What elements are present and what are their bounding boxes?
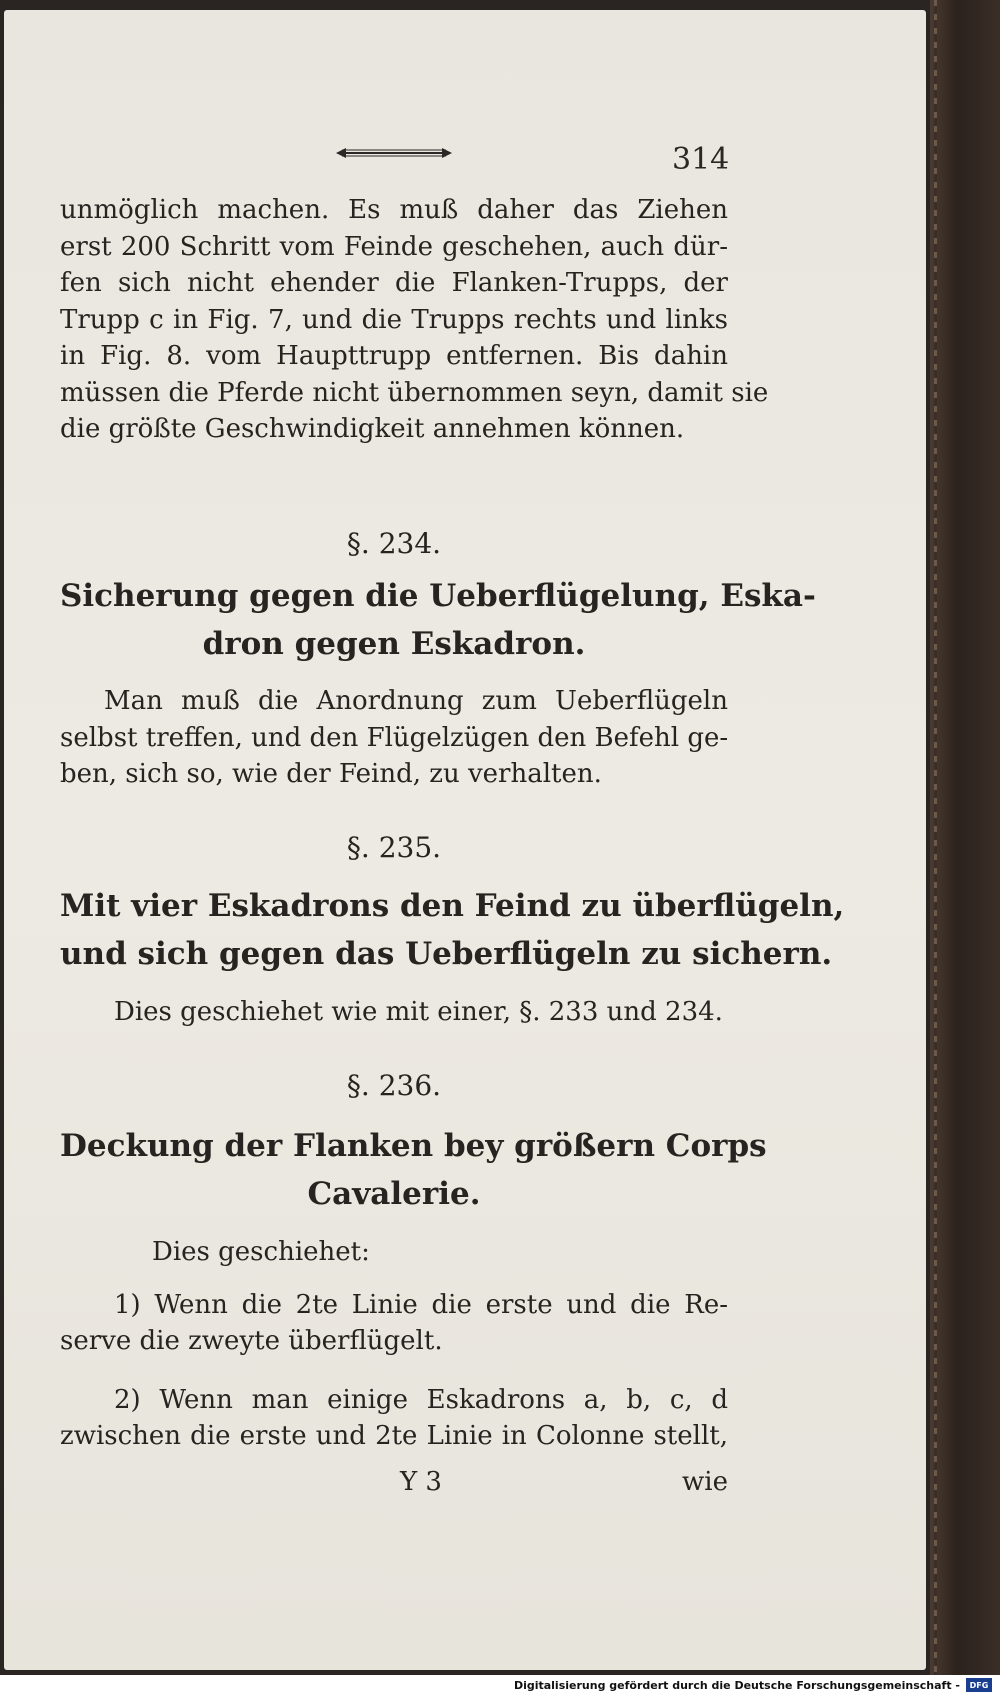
book-page (4, 10, 926, 1670)
section-235-text (60, 994, 728, 1031)
text-line: Man muß die Anordnung zum Ueberflügeln (104, 686, 728, 716)
catchword: wie (682, 1467, 728, 1497)
section-236-text (60, 1234, 728, 1455)
section-235-heading (60, 882, 845, 978)
section-234 (60, 526, 728, 563)
text-line: die größte Geschwindigkeit annehmen können. (60, 414, 685, 444)
heading-line: und sich gegen das Ueberflügeln zu sichern. (60, 936, 833, 972)
text-line: serve die zweyte überflügelt. (60, 1326, 443, 1356)
heading-line: Sicherung gegen die Ueberflügelung, Eska- (60, 578, 816, 614)
dfg-logo-icon: DFG (966, 1678, 992, 1692)
section-234-heading (60, 572, 816, 668)
text-line: Dies geschiehet: (152, 1237, 370, 1267)
section-236-heading (60, 1122, 767, 1218)
footer-credit: Digitalisierung gefördert durch die Deutsche Forschungsgemeinschaft - (513, 1679, 960, 1692)
section-number: §. 236. (346, 1069, 442, 1102)
text-line: 1) Wenn die 2te Linie die erste und die Re- (114, 1289, 728, 1320)
page-number: 314 (672, 142, 730, 177)
section-number: §. 234. (346, 527, 442, 560)
text-line: zwischen die erste und 2te Linie in Colonne stellt, (60, 1421, 728, 1451)
text-line: selbst treffen, und den Flügelzügen den Befehl ge- (60, 722, 729, 753)
book-spine-edge (930, 0, 1000, 1675)
continued-paragraph (60, 192, 769, 448)
heading-line: Mit vier Eskadrons den Feind zu überflügeln, (60, 888, 845, 924)
heading-line: Deckung der Flanken bey größern Corps (60, 1128, 767, 1164)
text-line: unmöglich machen. Es muß daher das Ziehen (60, 195, 728, 225)
section-236 (60, 1068, 728, 1105)
text-line: erst 200 Schritt vom Feinde geschehen, auch dür- (60, 231, 728, 262)
text-line: fen sich nicht ehender die Flanken-Trupps, der (60, 268, 728, 298)
signature-mark: Y 3 (400, 1467, 442, 1497)
text-line: ben, sich so, wie der Feind, zu verhalten. (60, 759, 602, 789)
text-line: 2) Wenn man einige Eskadrons a, b, c, d (114, 1384, 728, 1415)
heading-line: Cavalerie. (307, 1176, 481, 1212)
section-235 (60, 830, 728, 867)
section-234-text (60, 683, 728, 793)
section-number: §. 235. (346, 831, 442, 864)
text-line: Trupp c in Fig. 7, und die Trupps rechts und links (60, 304, 728, 335)
text-line: müssen die Pferde nicht übernommen seyn, damit sie (60, 377, 769, 408)
text-line: Dies geschiehet wie mit einer, §. 233 und 234. (114, 997, 723, 1027)
digitization-footer (0, 1675, 1000, 1696)
text-line: in Fig. 8. vom Haupttrupp entfernen. Bis dahin (60, 341, 728, 371)
heading-line: dron gegen Eskadron. (202, 626, 586, 662)
header-ornament (334, 146, 454, 160)
